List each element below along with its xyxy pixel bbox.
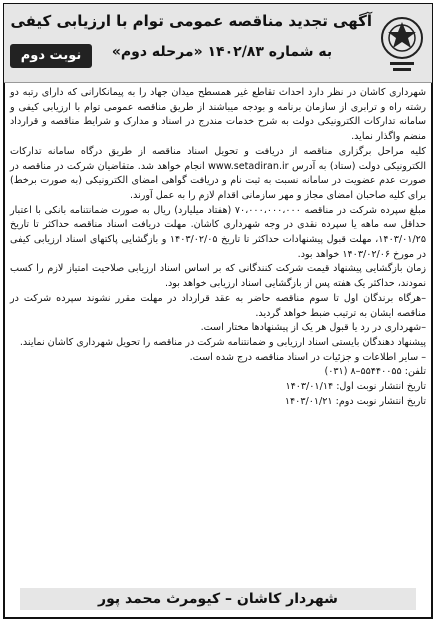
notice-second-publish-date: تاریخ انتشار نوبت دوم: ۱۴۰۳/۰۱/۲۱ [284, 395, 426, 407]
website-link[interactable]: www.setadiran.ir [208, 160, 289, 172]
notice-phone: تلفن: ۵۵۴۴۰۰۵۵–۸ (۰۳۱) [324, 366, 426, 378]
notice-paragraph-winners: –هرگاه برندگان اول تا سوم مناقصه حاضر به عقد قرارداد در مهلت مقرر نشوند سپرده شرکت در مناقصه ایشان به ترتیب ضبط خواهد گردید. [10, 292, 426, 319]
notice-first-publish-date: تاریخ انتشار نوبت اول: ۱۴۰۳/۰۱/۱۴ [285, 381, 426, 393]
mayor-signature: شهردار کاشان – کیومرث محمد پور [20, 588, 416, 610]
procedure-text-after: انجام خواهد شد. متقاضیان شرکت در مناقصه در صورت عدم عضویت در سامانه نسبت به ثبت نام و دریافت گواهی امضای الکترونیکی (به صورت برخط) برای کلیه صاحبان امضای مجاز و مهر سازمانی اقدام لازم را به عمل آورند. [10, 160, 426, 201]
procedure-text-before: کلیه مراحل برگزاری مناقصه از دریافت و تحویل اسناد مناقصه از طریق درگاه سامانه تدارکات الکترونیکی دولت (ستاد) به آدرس [10, 145, 426, 172]
round-badge: نوبت دوم [10, 44, 92, 68]
notice-title-line1: آگهی تجدید مناقصه عمومی توام با ارزیابی کیفی [10, 12, 372, 30]
notice-paragraph-opening: زمان بازگشایی پیشنهاد قیمت شرکت کنندگانی که بر اساس اسناد ارزیابی صلاحیت امتیاز لازم را کسب نمودند، حداکثر یک هفته پس از بازگشایی اسناد ارزیابی خواهد بود. [10, 263, 426, 290]
notice-paragraph-deposit: مبلغ سپرده شرکت در مناقصه ۷۰،۰۰۰،۰۰۰،۰۰۰ (هفتاد میلیارد) ریال به صورت ضمانتنامه بانکی با اعتبار حداقل سه ماهه یا سپرده نقدی در وجه شهرداری کاشان. مهلت دریافت اسناد مناقصه حداکثر تا تاریخ ۱۴۰۳/۰۱/۲۵، مهلت قبول پیشنهادات حداکثر تا تاریخ ۱۴۰۳/۰۲/۰۵ و بازگشایی پاکتهای اسناد ارزیابی کیفی در مورخ ۱۴۰۳/۰۲/۰۶ خواهد بود. [10, 204, 426, 260]
notice-header [4, 4, 432, 83]
notice-paragraph-procedure [10, 145, 426, 204]
notice-body [10, 86, 426, 572]
notice-paragraph-intro: شهرداری کاشان در نظر دارد احداث تقاطع غیر همسطح میدان جهاد را به پیمانکارانی که دارای رتبه دو رشته راه و ترابری از سازمان برنامه و بودجه میباشند از طریق مناقصه عمومی توام با ارزیابی کیفی و سامانه تدارکات الکترونیکی دولت به شرح خدمات مندرج در اسناد و مدارک و شرایط مناقصه و قرارداد منضم واگذار نماید. [10, 87, 426, 143]
notice-title-line2: به شماره ۱۴۰۲/۸۳ «مرحله دوم» [111, 44, 333, 60]
notice-paragraph-documents: پیشنهاد دهندگان بایستی اسناد ارزیابی و ضمانتنامه شرکت در مناقصه را تحویل شهرداری کاشان نمایند. [19, 336, 426, 348]
municipality-logo-icon [378, 10, 426, 80]
notice-paragraph-rejection: –شهرداری در رد یا قبول هر یک از پیشنهادها مختار است. [200, 322, 426, 334]
notice-paragraph-details: – سایر اطلاعات و جزئیات در اسناد مناقصه درج شده است. [189, 351, 426, 363]
